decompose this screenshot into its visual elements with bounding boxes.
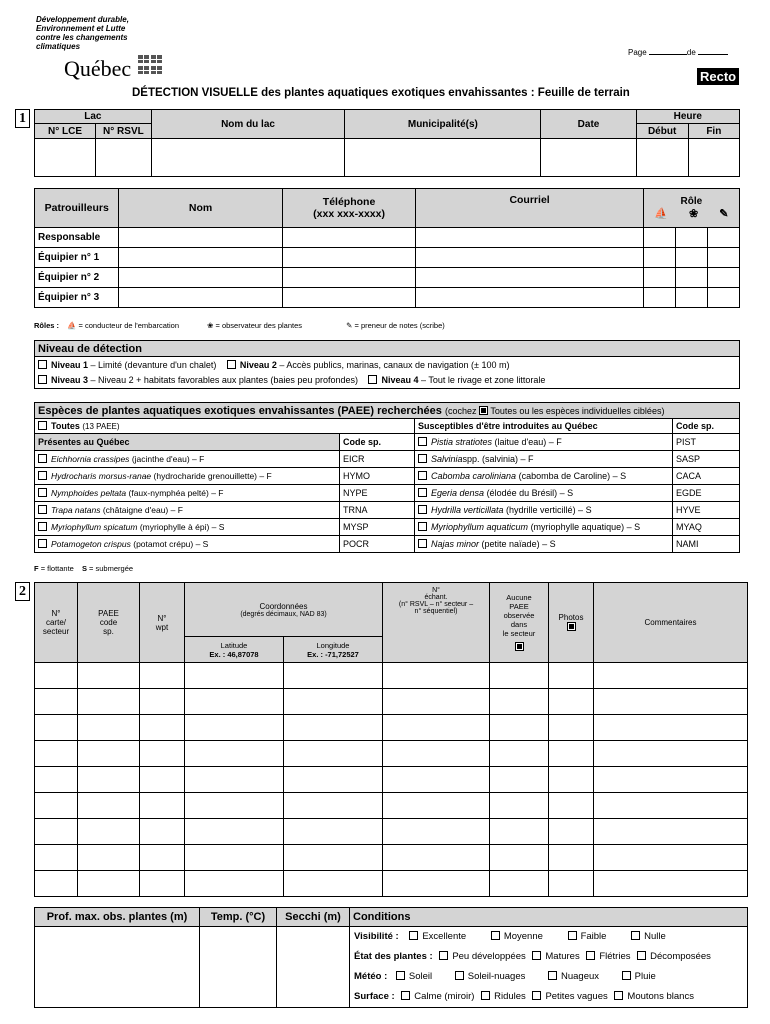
- species-code: MYSP: [340, 519, 415, 536]
- species-checkbox[interactable]: [418, 454, 427, 463]
- obs-cell[interactable]: [185, 819, 284, 845]
- niveau2-checkbox[interactable]: [227, 360, 236, 369]
- niveau3-checkbox[interactable]: [38, 375, 47, 384]
- obs-cell[interactable]: [383, 767, 490, 793]
- species-item: Nymphoides peltata (faux-nymphéa pelté) – F: [35, 485, 340, 502]
- notepad-icon: ✎: [346, 321, 353, 330]
- obs-cell[interactable]: [185, 793, 284, 819]
- obs-cell[interactable]: [140, 793, 185, 819]
- page-number: Page de: [628, 48, 728, 57]
- toutes-checkbox[interactable]: [38, 421, 47, 430]
- aucune-header: Aucune PAEE observée dans le secteur: [490, 583, 549, 663]
- obs-cell[interactable]: [549, 741, 594, 767]
- boat-driver-icon: ⛵: [67, 321, 77, 330]
- species-code: NAMI: [673, 536, 740, 553]
- species-code: CACA: [673, 468, 740, 485]
- photos-header: Photos: [549, 583, 594, 663]
- species-item: Najas minor (petite naïade) – S: [415, 536, 673, 553]
- option-checkbox[interactable]: [401, 991, 410, 1000]
- option-checkbox[interactable]: [481, 991, 490, 1000]
- date-cell[interactable]: [541, 139, 636, 177]
- species-item: Trapa natans (châtaigne d'eau) – F: [35, 502, 340, 519]
- species-code: SASP: [673, 451, 740, 468]
- option-checkbox[interactable]: [439, 951, 448, 960]
- etat-row: État des plantes : Peu développées Matures Flétries Décomposées: [354, 951, 711, 962]
- checked-box-icon: [479, 406, 488, 415]
- obs-cell[interactable]: [284, 767, 383, 793]
- notepad-icon: ✎: [719, 208, 729, 220]
- prof-cell[interactable]: [35, 927, 200, 1008]
- fleur-de-lis-icon: [151, 66, 162, 74]
- option-checkbox[interactable]: [396, 971, 405, 980]
- option-checkbox[interactable]: [455, 971, 464, 980]
- role-cell[interactable]: [707, 248, 739, 268]
- debut-header: Début: [636, 124, 688, 139]
- obs-cell[interactable]: [383, 689, 490, 715]
- species-item: Pistia stratiotes (laitue d'eau) – F: [415, 434, 673, 451]
- detection-title: Niveau de détection: [35, 341, 740, 357]
- obs-cell[interactable]: [78, 793, 140, 819]
- species-title: Espèces de plantes aquatiques exotiques envahissantes (PAEE) recherchées (cochez Toutes ou les espèces individuelles ciblées): [35, 403, 740, 419]
- lake-table: [34, 109, 740, 177]
- obs-cell[interactable]: [35, 793, 78, 819]
- species-item: Potamogeton crispus (potamot crépu) – S: [35, 536, 340, 553]
- row-label: Équipier n° 3: [35, 288, 119, 308]
- obs-cell[interactable]: [490, 767, 549, 793]
- obs-cell[interactable]: [549, 689, 594, 715]
- role-cell[interactable]: [707, 228, 739, 248]
- code-sp-header: Code sp.: [340, 434, 415, 451]
- obs-cell[interactable]: [140, 715, 185, 741]
- no-rsvl-header: N° RSVL: [96, 124, 152, 139]
- obs-cell[interactable]: [383, 741, 490, 767]
- obs-cell[interactable]: [35, 715, 78, 741]
- species-checkbox[interactable]: [418, 505, 427, 514]
- obs-cell[interactable]: [78, 767, 140, 793]
- obs-cell[interactable]: [490, 819, 549, 845]
- section-number: 2: [15, 582, 30, 601]
- species-item: Myriophyllum spicatum (myriophylle à épi) – S: [35, 519, 340, 536]
- species-item: Salviniaspp. (salvinia) – F: [415, 451, 673, 468]
- obs-cell[interactable]: [35, 819, 78, 845]
- plant-observer-icon: ❀: [207, 321, 214, 330]
- tel-cell[interactable]: [282, 228, 416, 248]
- nom-header: Nom: [119, 189, 282, 228]
- fleur-de-lis-icon: [138, 55, 149, 63]
- role-cell[interactable]: [707, 288, 739, 308]
- option-checkbox[interactable]: [622, 971, 631, 980]
- obs-cell[interactable]: [549, 767, 594, 793]
- no-rsvl-cell[interactable]: [96, 139, 152, 177]
- obs-cell[interactable]: [383, 845, 490, 871]
- plant-observer-icon: ❀: [688, 208, 699, 220]
- obs-cell[interactable]: [140, 689, 185, 715]
- prof-header: Prof. max. obs. plantes (m): [35, 908, 200, 927]
- species-item: Myriophyllum aquaticum (myriophylle aquatique) – S: [415, 519, 673, 536]
- obs-cell[interactable]: [185, 871, 284, 897]
- obs-cell[interactable]: [549, 793, 594, 819]
- species-checkbox[interactable]: [38, 522, 47, 531]
- obs-cell[interactable]: [35, 767, 78, 793]
- species-checkbox[interactable]: [418, 539, 427, 548]
- obs-cell[interactable]: [490, 663, 549, 689]
- option-checkbox[interactable]: [532, 991, 541, 1000]
- roles-legend: Rôles : ⛵ = conducteur de l'embarcation ❀ = observateur des plantes ✎ = preneur de notes (scribe): [34, 321, 445, 330]
- checked-box-icon: [515, 642, 524, 651]
- obs-cell[interactable]: [383, 819, 490, 845]
- option-checkbox[interactable]: [614, 991, 623, 1000]
- type-legend: F = flottante S = submergée: [34, 564, 134, 573]
- obs-cell[interactable]: [594, 741, 748, 767]
- meteo-row: Météo : Soleil Soleil-nuages Nuageux Pluie: [354, 971, 656, 982]
- obs-cell[interactable]: [549, 715, 594, 741]
- obs-cell[interactable]: [185, 767, 284, 793]
- row-label: Responsable: [35, 228, 119, 248]
- date-header: Date: [541, 110, 636, 139]
- obs-cell[interactable]: [594, 793, 748, 819]
- obs-cell[interactable]: [35, 871, 78, 897]
- option-checkbox[interactable]: [409, 931, 418, 940]
- conditions-title: Conditions: [350, 908, 748, 927]
- option-checkbox[interactable]: [548, 971, 557, 980]
- nom-lac-cell[interactable]: [151, 139, 345, 177]
- telephone-header: Téléphone (xxx xxx-xxxx): [282, 189, 416, 228]
- species-item: Cabomba caroliniana (cabomba de Caroline) – S: [415, 468, 673, 485]
- latitude-header: Latitude Ex. : 46,87078: [185, 637, 284, 663]
- obs-cell[interactable]: [284, 845, 383, 871]
- obs-cell[interactable]: [594, 871, 748, 897]
- ministry-name: Développement durable, Environnement et Lutte contre les changements climatiques: [36, 15, 129, 51]
- section-number: 1: [15, 109, 30, 128]
- obs-cell[interactable]: [549, 663, 594, 689]
- boat-driver-icon: ⛵: [654, 208, 668, 220]
- tel-cell[interactable]: [282, 288, 416, 308]
- obs-cell[interactable]: [594, 845, 748, 871]
- species-checkbox[interactable]: [418, 522, 427, 531]
- obs-cell[interactable]: [594, 819, 748, 845]
- obs-cell[interactable]: [383, 793, 490, 819]
- option-checkbox[interactable]: [532, 951, 541, 960]
- obs-cell[interactable]: [78, 819, 140, 845]
- page-title: DÉTECTION VISUELLE des plantes aquatiques exotiques envahissantes : Feuille de terrain: [132, 87, 630, 99]
- species-code: PIST: [673, 434, 740, 451]
- obs-cell[interactable]: [549, 871, 594, 897]
- obs-cell[interactable]: [35, 845, 78, 871]
- role-cell[interactable]: [707, 268, 739, 288]
- species-item: Eichhornia crassipes (jacinthe d'eau) – F: [35, 451, 340, 468]
- species-code: MYAQ: [673, 519, 740, 536]
- patrol-table: [34, 188, 740, 308]
- species-code: TRNA: [340, 502, 415, 519]
- obs-cell[interactable]: [284, 741, 383, 767]
- fleur-de-lis-icon: [151, 55, 162, 63]
- obs-cell[interactable]: [185, 689, 284, 715]
- echant-header: N° échant. (n° RSVL – n° secteur – n° séquentiel): [383, 583, 490, 663]
- species-table: Espèces de plantes aquatiques exotiques envahissantes (PAEE) recherchées (cochez Toutes ou les espèces individuelles ciblées) Toutes (13 PAEE) Susceptibles d'être introduites au Québec Code sp. Présentes au Québec Code sp. Pistia stratiotes (laitue d'eau) – F PIST Eichhornia crassipes (jacinthe d'eau) – F EICR Salviniaspp. (salvinia) – F SASP Hydrocharis morsus-ranae (hydrocharide grenouillette) – F HYMO Cabomba caroliniana (cabomba de Caroline) – S CACA Nymphoides peltata (faux-nymphéa pelté) – F NYPE Egeria densa (élodée du Brésil) – S EGDE Trapa natans (châtaigne d'eau) – F TRNA Hydrilla verticillata (hydrille verticillé) – S HYVE Myriophyllum spicatum (myriophylle à épi) – S MYSP Myriophyllum aquaticum (myriophylle aquatique) – S MYAQ Potamogeton crispus (potamot crépu) – S POCR Najas minor (petite naïade) – S NAMI: [34, 402, 740, 553]
- wpt-header: N° wpt: [140, 583, 185, 663]
- obs-cell[interactable]: [490, 689, 549, 715]
- obs-cell[interactable]: [78, 689, 140, 715]
- temp-cell[interactable]: [200, 927, 277, 1008]
- nom-cell[interactable]: [119, 228, 282, 248]
- species-code: EGDE: [673, 485, 740, 502]
- option-checkbox[interactable]: [491, 931, 500, 940]
- role-cell[interactable]: [643, 268, 675, 288]
- courriel-cell[interactable]: [416, 288, 643, 308]
- code-sp-header: Code sp.: [673, 419, 740, 434]
- species-checkbox[interactable]: [38, 488, 47, 497]
- species-item: Hydrocharis morsus-ranae (hydrocharide grenouillette) – F: [35, 468, 340, 485]
- species-checkbox[interactable]: [38, 454, 47, 463]
- obs-cell[interactable]: [490, 793, 549, 819]
- obs-cell[interactable]: [140, 871, 185, 897]
- obs-cell[interactable]: [594, 767, 748, 793]
- commentaires-header: Commentaires: [594, 583, 748, 663]
- species-code: HYVE: [673, 502, 740, 519]
- obs-cell[interactable]: [35, 741, 78, 767]
- municipalite-header: Municipalité(s): [345, 110, 541, 139]
- obs-cell[interactable]: [78, 715, 140, 741]
- niveau4-checkbox[interactable]: [368, 375, 377, 384]
- species-checkbox[interactable]: [418, 471, 427, 480]
- recto-badge: Recto: [697, 68, 739, 85]
- option-checkbox[interactable]: [568, 931, 577, 940]
- obs-cell[interactable]: [490, 871, 549, 897]
- species-item: Hydrilla verticillata (hydrille verticillé) – S: [415, 502, 673, 519]
- species-checkbox[interactable]: [38, 505, 47, 514]
- obs-cell[interactable]: [284, 689, 383, 715]
- obs-cell[interactable]: [284, 871, 383, 897]
- obs-cell[interactable]: [284, 715, 383, 741]
- obs-cell[interactable]: [284, 793, 383, 819]
- option-checkbox[interactable]: [637, 951, 646, 960]
- role-cell[interactable]: [643, 228, 675, 248]
- obs-cell[interactable]: [140, 819, 185, 845]
- courriel-cell[interactable]: [416, 228, 643, 248]
- species-code: EICR: [340, 451, 415, 468]
- species-checkbox[interactable]: [38, 539, 47, 548]
- temp-header: Temp. (°C): [200, 908, 277, 927]
- obs-cell[interactable]: [594, 689, 748, 715]
- obs-cell[interactable]: [35, 689, 78, 715]
- nom-lac-header: Nom du lac: [151, 110, 345, 139]
- conditions-table: [34, 907, 748, 1008]
- obs-cell[interactable]: [490, 715, 549, 741]
- niveau1-checkbox[interactable]: [38, 360, 47, 369]
- role-cell[interactable]: [643, 248, 675, 268]
- row-label: Équipier n° 1: [35, 248, 119, 268]
- nom-cell[interactable]: [119, 248, 282, 268]
- obs-cell[interactable]: [185, 715, 284, 741]
- fin-header: Fin: [688, 124, 739, 139]
- obs-cell[interactable]: [140, 741, 185, 767]
- obs-cell[interactable]: [140, 663, 185, 689]
- role-header: Rôle ⛵ ❀ ✎: [643, 189, 739, 228]
- observations-table: [34, 582, 748, 897]
- patrouilleurs-header: Patrouilleurs: [35, 189, 119, 228]
- obs-cell[interactable]: [490, 845, 549, 871]
- carte-header: N° carte/ secteur: [35, 583, 78, 663]
- debut-cell[interactable]: [636, 139, 688, 177]
- species-item: Egeria densa (élodée du Brésil) – S: [415, 485, 673, 502]
- species-checkbox[interactable]: [418, 488, 427, 497]
- obs-cell[interactable]: [284, 819, 383, 845]
- role-cell[interactable]: [675, 248, 707, 268]
- role-cell[interactable]: [675, 288, 707, 308]
- obs-cell[interactable]: [490, 741, 549, 767]
- heure-header: Heure: [636, 110, 739, 124]
- secchi-header: Secchi (m): [277, 908, 350, 927]
- obs-cell[interactable]: [78, 845, 140, 871]
- surface-row: Surface : Calme (miroir) Ridules Petites vagues Moutons blancs: [354, 991, 694, 1002]
- species-code: NYPE: [340, 485, 415, 502]
- courriel-cell[interactable]: [416, 268, 643, 288]
- obs-cell[interactable]: [78, 741, 140, 767]
- obs-cell[interactable]: [594, 663, 748, 689]
- obs-cell[interactable]: [383, 663, 490, 689]
- longitude-header: Longitude Ex. : -71,72527: [284, 637, 383, 663]
- obs-cell[interactable]: [185, 663, 284, 689]
- role-cell[interactable]: [643, 288, 675, 308]
- option-checkbox[interactable]: [631, 931, 640, 940]
- visibilite-row: Visibilité : Excellente Moyenne Faible Nulle: [354, 931, 666, 942]
- courriel-cell[interactable]: [416, 248, 643, 268]
- obs-cell[interactable]: [78, 871, 140, 897]
- obs-cell[interactable]: [549, 819, 594, 845]
- paee-header: PAEE code sp.: [78, 583, 140, 663]
- option-checkbox[interactable]: [586, 951, 595, 960]
- species-code: POCR: [340, 536, 415, 553]
- obs-cell[interactable]: [594, 715, 748, 741]
- row-label: Équipier n° 2: [35, 268, 119, 288]
- no-lce-header: N° LCE: [35, 124, 96, 139]
- no-lce-cell[interactable]: [35, 139, 96, 177]
- fleur-de-lis-icon: [138, 66, 149, 74]
- detection-table: Niveau de détection Niveau 1 – Limité (devanture d'un chalet) Niveau 2 – Accès publics, marinas, canaux de navigation (± 100 m) Niveau 3 – Niveau 2 + habitats favorables aux plantes (baies peu profondes) Niveau 4 – Tout le rivage et zone littorale: [34, 340, 740, 389]
- role-cell[interactable]: [675, 268, 707, 288]
- nom-cell[interactable]: [119, 268, 282, 288]
- obs-cell[interactable]: [185, 845, 284, 871]
- nom-cell[interactable]: [119, 288, 282, 308]
- obs-cell[interactable]: [185, 741, 284, 767]
- tel-cell[interactable]: [282, 248, 416, 268]
- obs-cell[interactable]: [140, 845, 185, 871]
- secchi-cell[interactable]: [277, 927, 350, 1008]
- obs-cell[interactable]: [284, 663, 383, 689]
- species-checkbox[interactable]: [38, 471, 47, 480]
- fin-cell[interactable]: [688, 139, 739, 177]
- species-checkbox[interactable]: [418, 437, 427, 446]
- obs-cell[interactable]: [140, 767, 185, 793]
- obs-cell[interactable]: [383, 871, 490, 897]
- role-cell[interactable]: [675, 228, 707, 248]
- tel-cell[interactable]: [282, 268, 416, 288]
- quebec-logo: Québec: [64, 52, 169, 82]
- presentes-header: Présentes au Québec: [35, 434, 340, 451]
- courriel-header: Courriel: [416, 189, 643, 228]
- susceptibles-header: Susceptibles d'être introduites au Québec: [415, 419, 673, 434]
- lac-header: Lac: [35, 110, 152, 124]
- obs-cell[interactable]: [78, 663, 140, 689]
- species-code: HYMO: [340, 468, 415, 485]
- checked-box-icon: [567, 622, 576, 631]
- coord-header: Coordonnées (degrés décimaux, NAD 83): [185, 583, 383, 637]
- municipalite-cell[interactable]: [345, 139, 541, 177]
- obs-cell[interactable]: [383, 715, 490, 741]
- obs-cell[interactable]: [549, 845, 594, 871]
- obs-cell[interactable]: [35, 663, 78, 689]
